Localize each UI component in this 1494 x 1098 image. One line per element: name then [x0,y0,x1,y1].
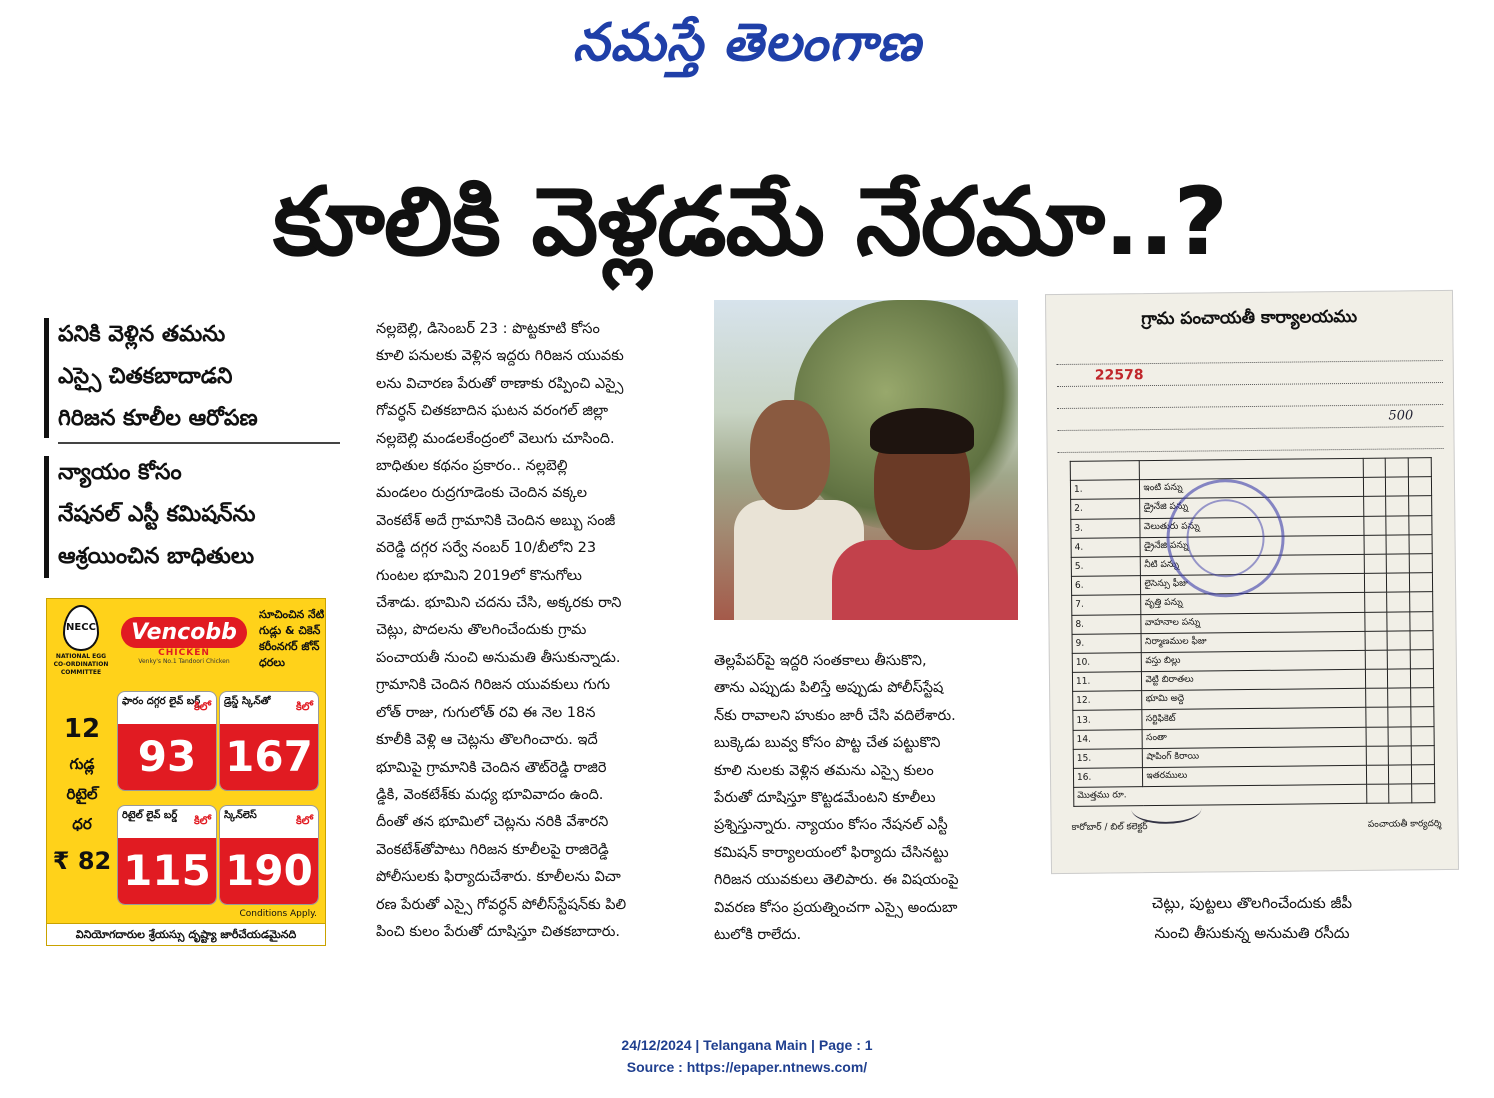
receipt-cell [1412,765,1435,784]
article-line: లను విచారణ పేరుతో ఠాణాకు రప్పించి ఎస్సై [376,375,624,392]
price-label: ధర [72,815,92,833]
advertisement [46,598,326,946]
deck-line: ఎస్సై చితకబాదాడని [58,364,233,389]
receipt-image [1045,290,1459,874]
page-footer [0,1034,1494,1078]
article-line: బుక్కెడు బువ్వ కోసం పొట్ట చేత పట్టుకొని [714,735,941,752]
brand-name: Vencobb [121,617,247,648]
egg-price-panel [51,709,113,883]
photo-person-2-hair [870,408,974,454]
article-line: నల్లబెల్లి మండలకేంద్రంలో వెలుగు చూసింది. [376,430,615,447]
receipt-cell [1388,688,1411,707]
receipt-cell [1365,688,1388,707]
article-line: బాధితుల కథనం ప్రకారం.. నల్లబెల్లి [376,458,568,475]
receipt-row-item: లైసెన్సు ఫీజు [1141,573,1364,595]
receipt-footer-left: కారోబార్ / బిల్ కలెక్టర్ [1071,822,1148,833]
receipt-cell [1366,765,1389,784]
receipt-cell [1387,611,1410,630]
office-stamp-inner [1186,499,1265,578]
receipt-cell [1363,516,1386,535]
receipt-row-number: 12. [1073,691,1143,711]
article-line: కూలి పనులకు వెళ్లిన ఇద్దరు గిరిజన యువకు [376,348,624,365]
article-line: పంచాయతీ నుంచి అనుమతి తీసుకున్నాడు. [376,649,621,666]
article-line: వెంకటేశ్ అదే గ్రామానికి చెందిన అబ్బు సంజీ [376,512,616,529]
necc-caption: NATIONAL EGG CO-ORDINATION COMMITTEE [53,653,109,676]
receipt-cell [1411,669,1434,688]
receipt-cell [1365,631,1388,650]
receipt-footer-right: పంచాయతీ కార్యదర్శి [1367,819,1442,830]
kilo-label: కిలో [295,814,313,827]
receipt-cell [1409,496,1432,515]
receipt-cell [1410,630,1433,649]
receipt-cell [1387,631,1410,650]
article-line: తెల్లపేపర్‌పై ఇద్దరి సంతకాలు తీసుకొని, [714,653,927,669]
receipt-total-row [1074,784,1435,807]
receipt-cell [1365,708,1388,727]
article-line: డ్డికి, వెంకటేశ్‌కు మధ్య భూవివాదం ఉంది. [376,786,604,803]
receipt-title: గ్రామ పంచాయతీ కార్యాలయము [1141,306,1358,330]
receipt-cell [1411,726,1434,745]
price-box [219,691,319,791]
article-line: వరెడ్డి దగ్గర సర్వే నంబర్ 10/బీలోని 23 [376,540,597,557]
receipt-cell [1364,554,1387,573]
article-line: ప్రశ్నిస్తున్నారు. న్యాయం కోసం నేషనల్ ఎస్టీ [714,817,948,834]
price-value: 167 [220,724,318,790]
news-photo [714,300,1018,620]
article-line: పేరుతో దూషిస్తూ కొట్టడమేంటని కూలీలు [714,790,936,807]
receipt-row-number: 1. [1070,480,1140,500]
deck-bar [44,456,49,578]
receipt-cell [1386,458,1409,477]
receipt-row-item: డ్రైనేజి పన్ను [1140,497,1363,519]
photo-person-2 [832,540,1018,620]
receipt-cell [1365,669,1388,688]
receipt-cell [1386,535,1409,554]
receipt-total-label: మొత్తము రూ. [1074,785,1367,807]
article-line: పించి కులం పేరుతో దూషిస్తూ చితకబాదారు. [376,923,620,940]
article-line: వివరణ కోసం ప్రయత్నించగా ఎస్సై అందుబా [714,899,958,916]
receipt-cell [1140,458,1363,480]
receipt-cell [1387,592,1410,611]
caption-line: నుంచి తీసుకున్న అనుమతి రసీదు [1154,924,1350,942]
receipt-row-number: 10. [1072,653,1142,673]
receipt-cell [1409,477,1432,496]
receipt-cell [1410,592,1433,611]
article-line: నల్లబెల్లి, డిసెంబర్ 23 : పొట్టకూటి కోసం [376,321,600,337]
egg-count: 12 [63,714,101,744]
receipt-amount: 500 [1388,408,1414,424]
receipt-line [1057,427,1443,453]
receipt-cell [1389,784,1412,803]
receipt-cell [1409,515,1432,534]
receipt-row-item: సర్టిఫికెట్ [1142,708,1365,730]
signature [1131,794,1201,825]
article-line: రణ పేరుతో ఎస్సై గోవర్ధన్ పోలీస్‌స్టేషన్‌కు పిలి [376,896,627,913]
receipt-row-item: డ్రైనేజి పన్ను [1141,535,1364,557]
price-box [117,691,217,791]
ad-note: సూచించిన నేటి గుడ్లు & చికెన్ కరీంనగర్ జోన్ ధరలు [259,608,325,669]
receipt-row-item: వస్తు బిల్లు [1142,650,1365,672]
article-line: తాను ఎప్పుడు పిలిస్తే అప్పుడు పోలీస్‌స్టేష [714,680,944,697]
receipt-row-number: 8. [1072,614,1142,634]
article-line: మండలం రుద్రగూడెంకు చెందిన వక్కల [376,485,588,502]
receipt-cell [1365,650,1388,669]
receipt-cell [1386,515,1409,534]
footer-date-line: 24/12/2024 | Telangana Main | Page : 1 [621,1037,873,1053]
article-line: దీంతో తన భూమిలో చెట్లను నరికి వేశారని [376,814,609,831]
receipt-row-item: ఇతరములు [1143,765,1366,787]
receipt-row-item: వెట్టి బిరాతలు [1142,669,1365,691]
article-line: గిరిజన యువకులు తెలిపారు. ఈ విషయంపై [714,872,959,889]
price-box [117,805,217,905]
deck-bar [44,318,49,438]
receipt-cell [1363,458,1386,477]
receipt-row-number: 2. [1071,499,1141,519]
receipt-cell [1387,554,1410,573]
receipt-row-item: సంతా [1143,727,1366,749]
receipt-cell [1408,458,1431,477]
article-line: కూలి నులకు వెళ్లిన తమను ఎస్సై కులం [714,762,934,779]
receipt-row-item: వెలుతురు పన్ను [1140,516,1363,538]
receipt-header-lines [1056,339,1443,453]
receipt-row-number: 11. [1072,672,1142,692]
receipt-cell [1409,554,1432,573]
article-column-2 [714,648,1024,949]
receipt-row-number: 13. [1073,710,1143,730]
article-line: వెంకటేశ్‌తోపాటు గిరిజన కూలీలపై రాజిరెడ్డి [376,841,609,858]
receipt-cell [1409,534,1432,553]
receipt-number: 22578 [1094,367,1144,384]
ad-footer: వినియోగదారుల శ్రేయస్సు దృష్ట్యా జారీచేయడమైనది [47,923,325,945]
deck-line: పనికి వెళ్లిన తమను [58,322,226,347]
article-line: చేశాడు. భూమిని చదను చేసి, అక్కరకు రాని [376,595,622,612]
article-column-1 [376,316,686,946]
price-box-label: రిటైల్ లైవ్ బర్డ్ [122,810,178,821]
receipt-row-item: వాహనాల పన్ను [1141,612,1364,634]
conditions-note: Conditions Apply. [239,909,317,919]
receipt-cell [1363,477,1386,496]
receipt-cell [1366,784,1389,803]
receipt-cell [1387,573,1410,592]
receipt-row-number: 15. [1073,748,1143,768]
receipt-cell [1389,765,1412,784]
receipt-cell [1411,688,1434,707]
receipt-row-number: 16. [1073,768,1143,788]
egg-icon: NECC [63,605,99,651]
price-value: 190 [220,838,318,904]
receipt-cell [1411,745,1434,764]
sub-deck-1 [58,314,348,440]
vencobb-logo [113,607,255,677]
receipt-row-item: షాపింగ్ కిరాయి [1143,746,1366,768]
receipt-row-item: నీటి పన్ను [1141,554,1364,576]
receipt-row-item: ఇంటి పన్ను [1140,478,1363,500]
receipt-cell [1070,461,1140,481]
masthead [0,8,1494,78]
receipt-cell [1388,726,1411,745]
price-box [219,805,319,905]
receipt-cell [1364,612,1387,631]
retail-label: రిటైల్ [66,785,98,803]
receipt-row-number: 4. [1071,537,1141,557]
receipt-cell [1364,535,1387,554]
receipt-cell [1386,477,1409,496]
receipt-cell [1386,496,1409,515]
receipt-row-number: 7. [1072,595,1142,615]
footer-source-line: Source : https://epaper.ntnews.com/ [626,1059,868,1075]
receipt-row-number: 3. [1071,518,1141,538]
kilo-label: కిలో [295,700,313,713]
article-line: గ్రామానికి చెందిన గిరిజన యువకులు గుగు [376,677,611,694]
article-line: కమిషన్ కార్యాలయంలో ఫిర్యాదు చేసినట్టు [714,844,949,861]
deck-line: గిరిజన కూలీల ఆరోపణ [58,406,258,431]
receipt-cell [1412,784,1435,803]
receipt-cell [1364,573,1387,592]
article-line: భూమిపై గ్రామానికి చెందిన తౌట్‌రెడ్డి రాజిరె [376,759,607,776]
article-line: పోలీసులకు ఫిర్యాదుచేశారు. కూలీలను విచా [376,869,621,886]
egg-label: గుడ్ల [69,755,95,773]
price-box-label: డ్రెస్డ్ స్కిన్‌తో [224,696,271,707]
article-line: న్‌కు రావాలని హుకుం జారీ చేసి వదిలేశారు. [714,707,956,724]
receipt-cell [1363,496,1386,515]
receipt-cell [1411,707,1434,726]
article-line: లోత్ రాజు, గుగులోత్ రవి ఈ నెల 18న [376,704,596,721]
receipt-cell [1410,573,1433,592]
receipt-cell [1389,746,1412,765]
receipt-cell [1388,650,1411,669]
receipt-row-item: భూమి అద్దె [1142,689,1365,711]
receipt-cell [1410,611,1433,630]
article-line: కూలీకి వెళ్లి ఆ చెట్లను తొలగించారు. ఇదే [376,732,598,749]
masthead-title: నమస్తే తెలంగాణ [572,12,922,73]
deck-line: ఆశ్రయించిన బాధితులు [58,544,255,569]
kilo-label: కిలో [193,700,211,713]
receipt-cell [1388,707,1411,726]
photo-caption [1060,888,1444,948]
receipt-cell [1366,727,1389,746]
receipt-row-number: 9. [1072,633,1142,653]
price-box-label: ఫారం దగ్గర లైవ్ బర్డ్ [122,696,201,707]
egg-price: ₹ 82 [52,847,112,875]
kilo-label: కిలో [193,814,211,827]
article-line: గుంటల భూమిని 2019లో కొనుగోలు [376,567,582,584]
article-line: గోవర్ధన్ చితకబాదిన ఘటన వరంగల్ జిల్లా [376,403,609,420]
receipt-cell [1410,649,1433,668]
brand-tagline: Venky's No.1 Tandoori Chicken [138,658,230,665]
receipt-cell [1366,746,1389,765]
brand-sub: CHICKEN [158,648,210,658]
photo-person-1-head [750,400,830,510]
deck-divider [58,442,340,444]
receipt-row-item: వృత్తి పన్ను [1141,593,1364,615]
receipt-row-number: 5. [1071,557,1141,577]
sub-deck-2 [58,452,348,578]
receipt-cell [1388,669,1411,688]
receipt-row-item: నిర్మాణముల ఫీజు [1142,631,1365,653]
receipt-footer [1072,819,1442,835]
article-line: చెట్లు, పొదలను తొలగించేందుకు గ్రామ [376,622,587,639]
headline: కూలికి వెళ్లడమే నేరమా..? [272,168,1228,277]
price-value: 115 [118,838,216,904]
receipt-row-number: 6. [1071,576,1141,596]
article-line: టులోకి రాలేదు. [714,927,802,944]
price-box-label: స్కిన్‌లెస్ [224,810,257,821]
caption-line: చెట్లు, పుట్టలు తొలగించేందుకు జీపీ [1151,894,1353,912]
deck-line: న్యాయం కోసం [58,460,182,485]
receipt-cell [1364,592,1387,611]
necc-logo [53,605,109,691]
deck-line: నేషనల్ ఎస్టీ కమిషన్‌ను [58,502,256,527]
price-value: 93 [118,724,216,790]
receipt-row-number: 14. [1073,729,1143,749]
